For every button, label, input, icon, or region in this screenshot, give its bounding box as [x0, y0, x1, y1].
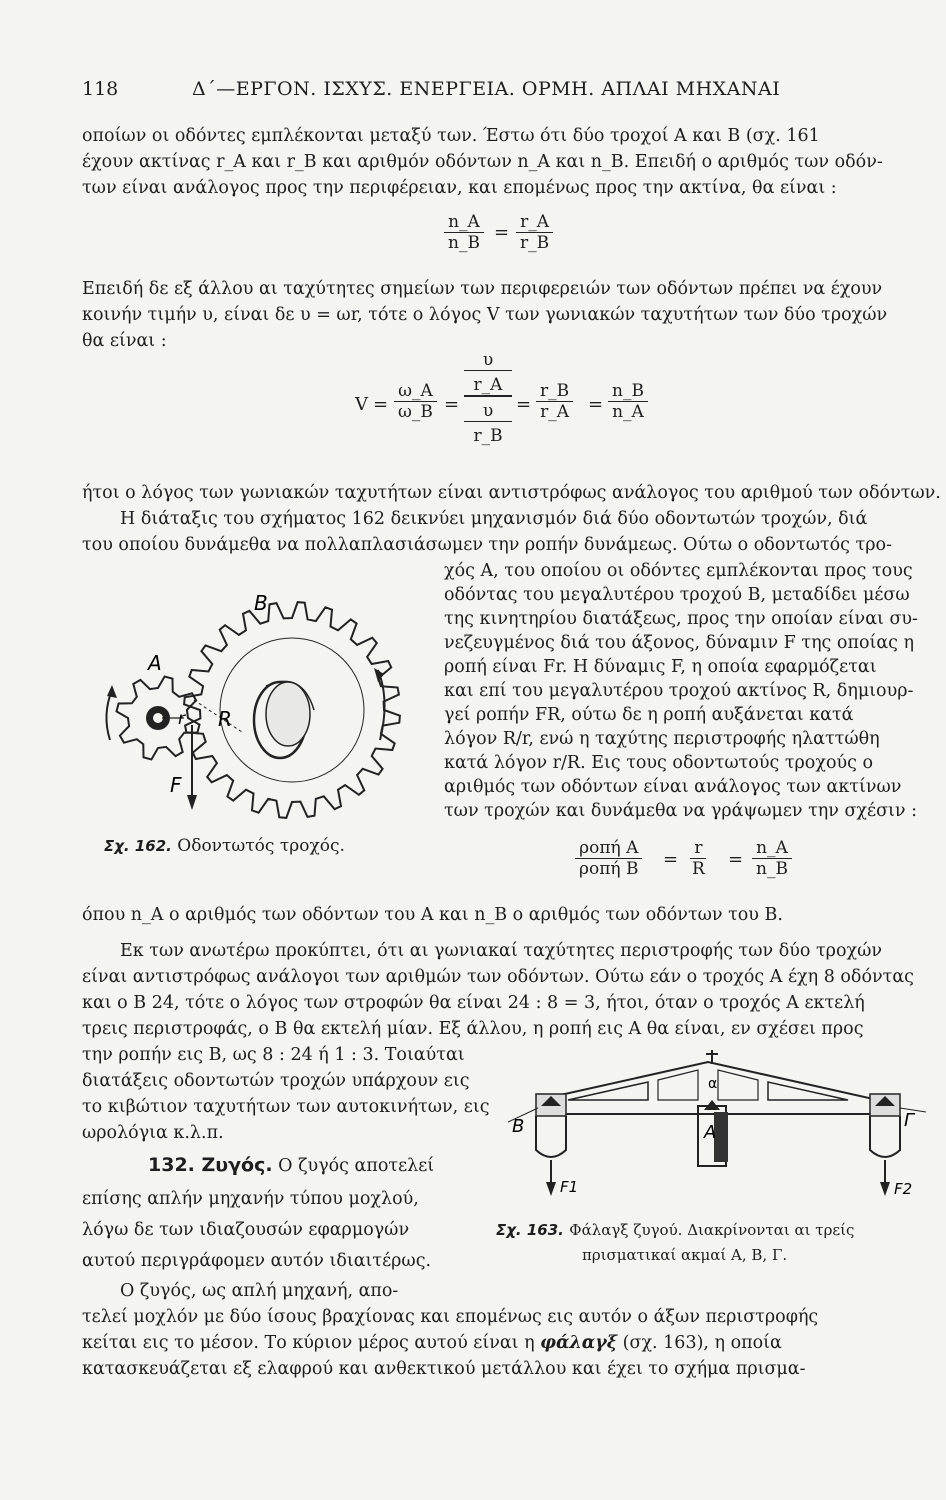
text-line: κατά λόγον r/R. Εις τους οδοντωτούς τροχούς ο: [444, 753, 874, 773]
label-F1: F1: [560, 1178, 579, 1196]
eq2-f3-num: r_B: [536, 381, 573, 402]
text-line: της κινητηρίου διατάξεως, προς την οποίαν είναι συ-: [444, 609, 918, 629]
eq2-f3-den: r_A: [540, 402, 570, 422]
small-gear: [117, 677, 200, 760]
text-line: λόγω δε των ιδιαζουσών εφαρμογών: [82, 1220, 410, 1240]
large-gear: [184, 602, 400, 818]
text-line: επίσης απλήν μηχανήν τύπου μοχλού,: [82, 1189, 419, 1209]
text-line: διατάξεις οδοντωτών τροχών υπάρχουν εις: [82, 1071, 470, 1091]
text-line: και επί του μεγαλυτέρου τροχού ακτίνος R, δημιουρ-: [444, 681, 914, 701]
text-line: οδόντας του μεγαλυτέρου τροχού Β, μεταδίδει μέσω: [444, 585, 910, 605]
text-line: την ροπήν εις Β, ως 8 : 24 ή 1 : 3. Τοιαύται: [82, 1045, 465, 1065]
label-A: A: [148, 651, 162, 675]
caption-text: Οδοντωτός τροχός.: [177, 836, 345, 856]
eq2-f2-bot: r_B: [473, 426, 503, 446]
text-line: κατασκευάζεται εξ ελαφρού και ανθεκτικού μετάλλου και έχει το σχήμα πρισμα-: [82, 1359, 806, 1379]
label-F2: F2: [894, 1180, 913, 1198]
caption-text: Φάλαγξ ζυγού. Διακρίνονται αι τρείς: [569, 1221, 855, 1239]
section-text: Ο ζυγός αποτελεί: [278, 1156, 435, 1176]
balance-beam: [538, 1050, 878, 1166]
balance-beam-figure: [508, 1040, 928, 1210]
text-line: Ο ζυγός, ως απλή μηχανή, απο-: [120, 1281, 399, 1301]
text-span: (σχ. 163), η οποία: [617, 1333, 782, 1353]
text-line: των τροχών και δυνάμεθα να γράψωμεν την σχέσιν :: [444, 801, 918, 821]
text-line: γεί ροπήν FR, ούτω δε η ροπή αυξάνεται κατά: [444, 705, 854, 725]
eq1-rhs-den: r_B: [520, 233, 550, 253]
text-line: έχουν ακτίνας r_A και r_B και αριθμόν οδόντων n_A και n_B. Επειδή ο αριθμός των οδόν-: [82, 152, 883, 172]
emphasized-term: φάλαγξ: [540, 1333, 618, 1353]
text-line: κοινήν τιμήν υ, είναι δε υ = ωr, τότε ο λόγος V των γωνιακών ταχυτήτων των δύο τροχών: [82, 305, 888, 325]
text-line: οποίων οι οδόντες εμπλέκονται μεταξύ των. Έστω ότι δύο τροχοί Α και Β (σχ. 161: [82, 126, 820, 146]
caption-number: Σχ. 162.: [104, 837, 172, 855]
text-line: Η διάταξις του σχήματος 162 δεικνύει μηχανισμόν διά δύο οδοντωτών τροχών, διά: [120, 509, 868, 529]
figure-163-caption: [496, 1220, 854, 1240]
text-line: Εκ των ανωτέρω προκύπτει, ότι αι γωνιακαί ταχύτητες περιστροφής των δύο τροχών: [120, 941, 883, 961]
text-line: [82, 1332, 922, 1354]
section-title: 132. Ζυγός.: [148, 1154, 273, 1176]
text-line: λόγον R/r, ενώ η ταχύτης περιστροφής ηλαττώθη: [444, 729, 880, 749]
text-line: και ο Β 24, τότε ο λόγος των στροφών θα είναι 24 : 8 = 3, ήτοι, όταν ο τροχός Α εκτελή: [82, 993, 865, 1013]
eq2-f1-num: ω_A: [394, 381, 437, 402]
text-line: του οποίου δυνάμεθα να πολλαπλασιάσωμεν την ροπήν δυνάμεως. Ούτω ο οδοντωτός τρο-: [82, 535, 892, 555]
eq2-f4-den: n_A: [612, 402, 644, 422]
label-r: r: [178, 709, 185, 729]
text-line: νεζευγμένος διά του άξονος, δύναμιν F της οποίας η: [444, 633, 915, 653]
eq2-f4-num: n_B: [608, 381, 648, 402]
text-line: όπου n_A ο αριθμός των οδόντων του Α και n_B ο αριθμός των οδόντων του Β.: [82, 905, 783, 925]
text-line: θα είναι :: [82, 331, 167, 351]
running-head: Δ΄—ΕΡΓΟΝ. ΙΣΧΥΣ. ΕΝΕΡΓΕΙΑ. ΟΡΜΗ. ΑΠΛΑΙ ΜΗΧΑΝΑΙ: [192, 78, 781, 100]
eq2-v: V: [355, 394, 368, 415]
text-line: ήτοι ο λόγος των γωνιακών ταχυτήτων είναι αντιστρόφως ανάλογος του αριθμού των οδόντων.: [82, 483, 941, 503]
section-heading-line: [82, 1154, 558, 1177]
text-line: αριθμός των οδόντων είναι ανάλογος των ακτίνων: [444, 777, 902, 797]
text-line: είναι αντιστρόφως ανάλογοι των αριθμών των οδόντων. Ούτω εάν ο τροχός Α έχη 8 οδόντας: [82, 967, 914, 987]
gear-figure: [92, 590, 432, 840]
eq3-f3-num: n_A: [752, 838, 792, 859]
eq3-f3-den: n_B: [756, 859, 788, 879]
rotation-arrow-left: [106, 690, 112, 740]
text-line: ωρολόγια κ.λ.π.: [82, 1123, 224, 1143]
caption-number: Σχ. 163.: [496, 1221, 564, 1239]
text-line: αυτού περιγράφομεν αυτόν ιδιαιτέρως.: [82, 1251, 432, 1271]
eq1-lhs-den: n_B: [448, 233, 480, 253]
eq3-f1-den: ροπή Β: [579, 859, 639, 879]
text-line: ροπή είναι Fr. Η δύναμις F, η οποία εφαρμόζεται: [444, 657, 877, 677]
eq2-f1-den: ω_B: [398, 402, 433, 422]
eq3-f2-den: R: [692, 859, 705, 879]
eq3-f1-num: ροπή Α: [575, 838, 642, 859]
text-line: τρεις περιστροφάς, ο Β θα εκτελή μίαν. Εξ άλλου, η ροπή εις Α θα είναι, εν σχέσει προς: [82, 1019, 864, 1039]
label-B: B: [512, 1116, 525, 1137]
text-line: τελεί μοχλόν με δύο ίσους βραχίονας και επομένως εις αυτόν ο άξων περιστροφής: [82, 1307, 819, 1327]
eq2-f2-top: υ: [464, 350, 512, 371]
eq1-lhs-num: n_A: [444, 212, 484, 233]
eq3-f2-num: r: [690, 838, 706, 859]
label-B: B: [254, 591, 268, 615]
page-number: 118: [82, 78, 119, 100]
label-A: A: [704, 1122, 717, 1143]
figure-163-caption-line2: πρισματικαί ακμαί Α, Β, Γ.: [582, 1246, 788, 1264]
label-alpha: α: [708, 1076, 718, 1092]
text-line: Επειδή δε εξ άλλου αι ταχύτητες σημείων των περιφερειών των οδόντων πρέπει να έχουν: [82, 279, 883, 299]
eq2-f2-mid-num: r_A: [464, 375, 512, 397]
label-R: R: [218, 707, 232, 731]
label-F: F: [170, 773, 182, 797]
text-line: το κιβώτιον ταχυτήτων των αυτοκινήτων, εις: [82, 1097, 490, 1117]
eq2-f2-mid-den: υ: [464, 401, 512, 422]
label-G: Γ: [904, 1110, 915, 1131]
eq1-rhs-num: r_A: [516, 212, 553, 233]
text-line: χός Α, του οποίου οι οδόντες εμπλέκονται προς τους: [444, 561, 913, 581]
text-line: των είναι ανάλογος προς την περιφέρειαν, και επομένως προς την ακτίνα, θα είναι :: [82, 178, 837, 198]
figure-162-caption: [104, 836, 345, 856]
text-span: κείται εις το μέσον. Το κύριον μέρος αυτού είναι η: [82, 1333, 541, 1353]
